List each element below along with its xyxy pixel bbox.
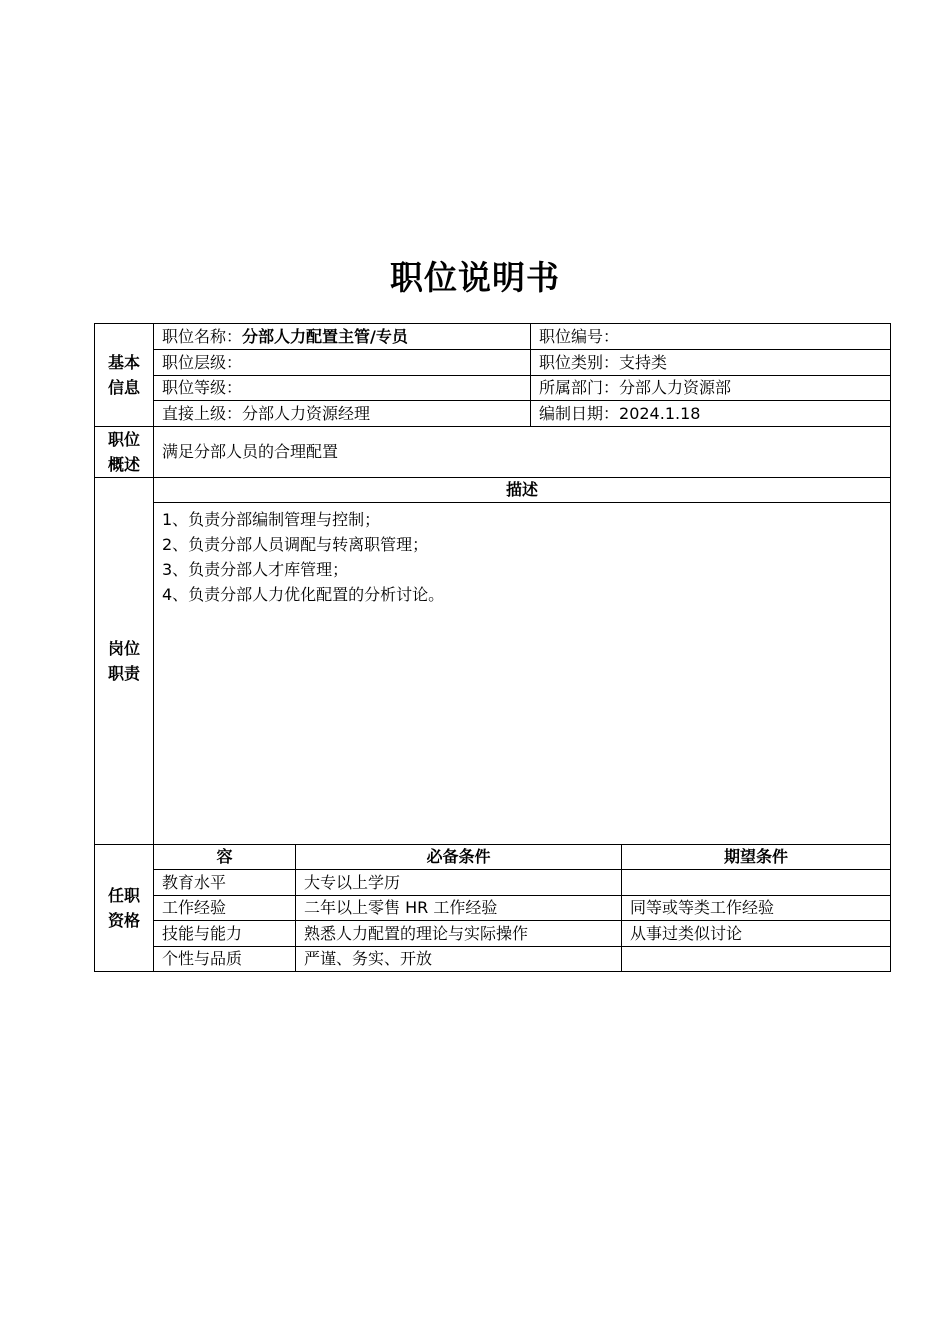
department-label: 所属部门：	[539, 378, 620, 397]
duties-header: 描述	[154, 478, 891, 503]
duties-list	[154, 503, 891, 845]
position-level-label: 职位层级：	[162, 352, 243, 372]
position-name-cell	[154, 324, 531, 350]
qualification-row	[95, 896, 891, 921]
position-number-cell	[531, 324, 891, 350]
position-grade-label: 职位等级：	[162, 378, 243, 397]
duties-section-label: 岗位 职责	[95, 478, 154, 845]
qualification-required: 大专以上学历	[296, 870, 622, 896]
position-number-label: 职位编号：	[539, 326, 620, 346]
qualification-required: 严谨、务实、开放	[296, 947, 622, 972]
document-title: 职位说明书	[390, 258, 560, 297]
department-cell	[531, 376, 891, 401]
qualifications-header-required: 必备条件	[296, 845, 622, 870]
position-category-cell	[531, 350, 891, 376]
job-description-table	[94, 323, 891, 972]
duty-item: 1、负责分部编制管理与控制；	[162, 510, 381, 529]
duty-item: 4、负责分部人力优化配置的分析讨论。	[162, 585, 445, 604]
department-value: 分部人力资源部	[619, 378, 732, 397]
date-label: 编制日期：	[539, 403, 620, 423]
position-level-cell	[154, 350, 531, 376]
basic-info-section-label: 基本 信息	[95, 324, 154, 427]
qualification-item: 工作经验	[154, 896, 296, 921]
basic-info-row	[95, 401, 891, 427]
overview-text: 满足分部人员的合理配置	[154, 427, 891, 478]
qualifications-header-row	[95, 845, 891, 870]
qualification-required: 二年以上零售 HR 工作经验	[296, 896, 622, 921]
duties-content-row	[95, 503, 891, 845]
overview-row	[95, 427, 891, 478]
supervisor-label: 直接上级：	[162, 403, 243, 423]
qualification-row	[95, 870, 891, 896]
qualification-item: 技能与能力	[154, 921, 296, 947]
overview-section-label: 职位 概述	[95, 427, 154, 478]
qualifications-header-item: 容	[154, 845, 296, 870]
qualification-preferred	[622, 870, 891, 896]
date-value: 2024.1.18	[619, 403, 701, 423]
basic-info-row	[95, 324, 891, 350]
position-grade-cell	[154, 376, 531, 401]
position-category-value: 支持类	[619, 352, 668, 372]
qualification-item: 教育水平	[154, 870, 296, 896]
position-name-label: 职位名称：	[162, 326, 243, 346]
duties-header-row	[95, 478, 891, 503]
basic-info-row	[95, 350, 891, 376]
qualification-row	[95, 921, 891, 947]
supervisor-value: 分部人力资源经理	[242, 403, 371, 423]
position-name-value: 分部人力配置主管/专员	[242, 326, 408, 346]
qualification-preferred: 同等或等类工作经验	[622, 896, 891, 921]
qualification-preferred: 从事过类似讨论	[622, 921, 891, 947]
qualifications-section-label: 任职 资格	[95, 845, 154, 972]
date-cell	[531, 401, 891, 427]
basic-info-row	[95, 376, 891, 401]
qualification-required: 熟悉人力配置的理论与实际操作	[296, 921, 622, 947]
duty-item: 3、负责分部人才库管理；	[162, 560, 349, 579]
duty-item: 2、负责分部人员调配与转离职管理；	[162, 535, 429, 554]
qualification-item: 个性与品质	[154, 947, 296, 972]
qualification-preferred	[622, 947, 891, 972]
qualifications-header-preferred: 期望条件	[622, 845, 891, 870]
position-category-label: 职位类别：	[539, 352, 620, 372]
qualification-row	[95, 947, 891, 972]
supervisor-cell	[154, 401, 531, 427]
